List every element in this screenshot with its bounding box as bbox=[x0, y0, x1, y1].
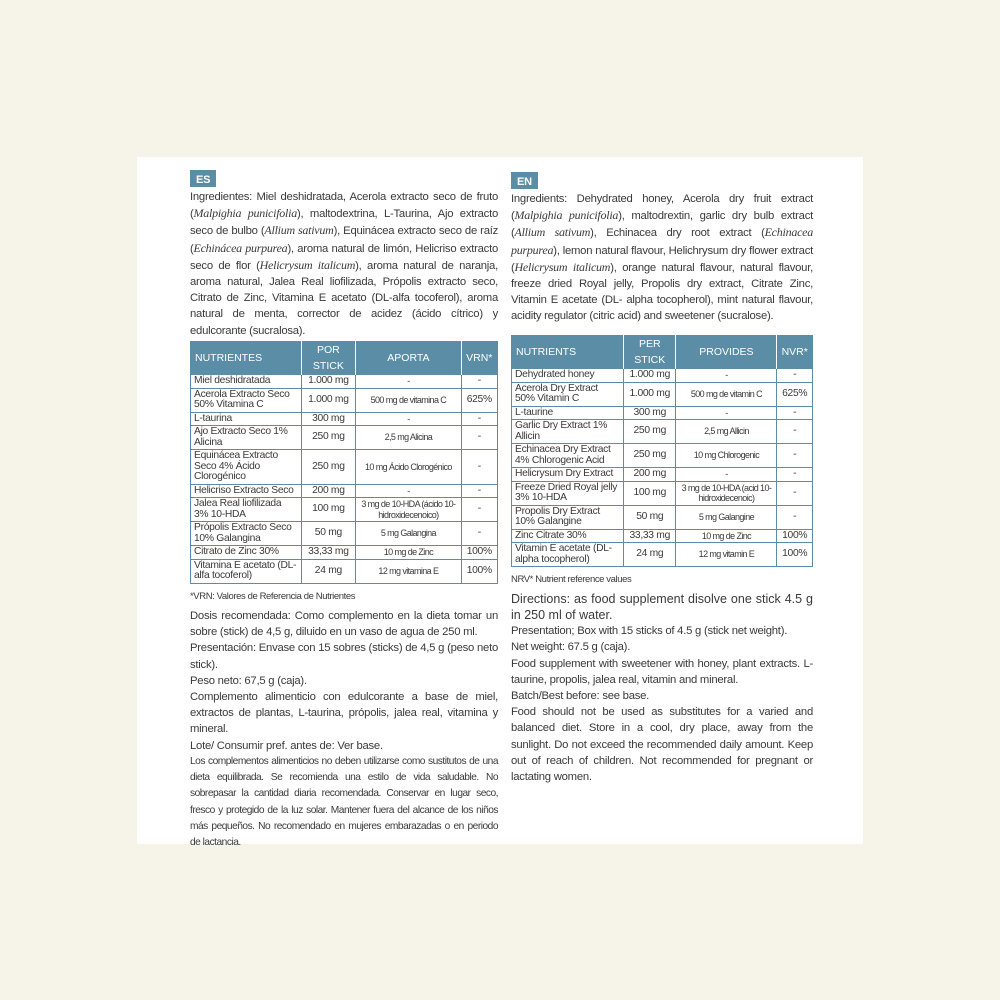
table-header: PROVIDES bbox=[676, 335, 777, 368]
table-cell: 250 mg bbox=[624, 444, 676, 468]
table-cell: - bbox=[356, 375, 461, 389]
table-cell: 5 mg Galangina bbox=[356, 522, 461, 546]
warning-en: Food should not be used as substitutes for a varied and balanced diet. Store in a cool, dry place, away from the sunlight. Do not exceed the recommended daily amount. Keep out of reach of children. Not recommended for pregnant or lactating women. bbox=[511, 706, 813, 784]
table-cell: - bbox=[461, 498, 497, 522]
table-cell: Jalea Real liofilizada 3% 10-HDA bbox=[191, 498, 302, 522]
table-cell: 1.000 mg bbox=[301, 388, 356, 412]
table-cell: 250 mg bbox=[301, 426, 356, 450]
table-cell: 500 mg de vitamin C bbox=[676, 382, 777, 406]
table-cell: Helicrysum Dry Extract bbox=[512, 468, 624, 482]
table-row bbox=[512, 406, 813, 420]
table-header: NUTRIENTS bbox=[512, 335, 624, 368]
table-cell: 200 mg bbox=[301, 484, 356, 498]
table-cell: 3 mg de 10-HDA (acid 10-hidroxidecenoic) bbox=[676, 481, 777, 505]
table-cell: - bbox=[461, 522, 497, 546]
table-cell: 10 mg de Zinc bbox=[676, 529, 777, 543]
table-cell: 100 mg bbox=[624, 481, 676, 505]
table-row bbox=[191, 559, 498, 583]
table-row bbox=[191, 450, 498, 485]
table-cell: 33,33 mg bbox=[624, 529, 676, 543]
table-row bbox=[191, 522, 498, 546]
table-cell: - bbox=[777, 444, 813, 468]
table-cell: 10 mg de Zinc bbox=[356, 546, 461, 560]
table-cell: 250 mg bbox=[301, 450, 356, 485]
description-en: Food supplement with sweetener with honey, plant extracts. L-taurine, propolis, jalea real, vitamin and mineral. bbox=[511, 657, 813, 686]
table-cell: 12 mg vitamina E bbox=[356, 559, 461, 583]
table-header: PER STICK bbox=[624, 335, 676, 368]
table-cell: Acerola Extracto Seco 50% Vitamina C bbox=[191, 388, 302, 412]
table-cell: 10 mg Ácido Clorogénico bbox=[356, 450, 461, 485]
table-cell: 10 mg Chlorogenic bbox=[676, 444, 777, 468]
table-cell: - bbox=[461, 450, 497, 485]
table-cell: Citrato de Zinc 30% bbox=[191, 546, 302, 560]
table-cell: Freeze Dried Royal jelly 3% 10-HDA bbox=[512, 481, 624, 505]
table-row bbox=[191, 498, 498, 522]
table-header: VRN* bbox=[461, 341, 497, 374]
table-cell: 100% bbox=[461, 546, 497, 560]
table-cell: 1.000 mg bbox=[301, 375, 356, 389]
table-cell: - bbox=[461, 426, 497, 450]
table-row bbox=[512, 529, 813, 543]
table-cell: Vitamina E acetato (DL-alfa tocoferol) bbox=[191, 559, 302, 583]
table-cell: Vitamin E acetate (DL-alpha tocopherol) bbox=[512, 543, 624, 567]
dose-es: Dosis recomendada: Como complemento en la dieta tomar un sobre (stick) de 4,5 g, diluido en un vaso de agua de 250 ml. bbox=[190, 609, 498, 639]
table-cell: Miel deshidratada bbox=[191, 375, 302, 389]
table-cell: - bbox=[777, 406, 813, 420]
table-cell: Própolis Extracto Seco 10% Galangina bbox=[191, 522, 302, 546]
table-cell: - bbox=[356, 484, 461, 498]
table-cell: - bbox=[461, 412, 497, 426]
footnote-en: NRV* Nutrient reference values bbox=[511, 574, 632, 586]
presentation-en: Presentation; Box with 15 sticks of 4.5 g (stick net weight). bbox=[511, 625, 788, 638]
table-cell: 100 mg bbox=[301, 498, 356, 522]
table-cell: Acerola Dry Extract 50% Vitamin C bbox=[512, 382, 624, 406]
ingredients-es: Ingredientes: Miel deshidratada, Acerola extracto seco de fruto (Malpighia punicifolia), maltodextrina, L-Taurina, Ajo extracto seco de bulbo (Allium sativum), Equináceа extracto seco de raíz (Echinácea purpurea), aroma natural de limón, Helicriso extracto seco de flor (Helicrysum italicum), aroma natural de naranja, aroma natural, Jalea Real liofilizada, Própolis extracto seco, Citrato de Zinc, Vitamina E acetato (DL-alfa tocoferol), aroma natural de menta, corrector de acidez (ácido cítrico) y edulcorante (sucralosa). bbox=[190, 191, 499, 337]
table-cell: 100% bbox=[777, 529, 813, 543]
spanish-column bbox=[190, 170, 498, 852]
table-cell: - bbox=[676, 406, 777, 420]
nutrition-table-en bbox=[511, 335, 813, 567]
table-cell: 625% bbox=[777, 382, 813, 406]
table-cell: 100% bbox=[777, 543, 813, 567]
ingredients-en: Ingredients: Dehydrated honey, Acerola dry fruit extract (Malpighia punicifolia), maltodrextin, garlic dry bulb extract (Allium sativum), Echinacea dry root extract (Echinacea purpurea), lemon natural flavour, Helichrysum dry flower extract (Helicrysum italicum), orange natural flavour, natural flavour, freeze dried Royal jelly, Propolis dry extract, Citrate Zinc, Vitamin E acetate (DL- alpha tocopherol), mint natural flavour, acidity regulator (citric acid) and sweetener (sucralose). bbox=[511, 193, 813, 323]
batch-en: Batch/Best before: see base. bbox=[511, 690, 650, 703]
lang-badge-es: ES bbox=[190, 170, 216, 187]
table-cell: 300 mg bbox=[301, 412, 356, 426]
table-row bbox=[191, 426, 498, 450]
footnote-es: *VRN: Valores de Referencia de Nutrientes bbox=[190, 590, 356, 602]
table-cell: - bbox=[676, 468, 777, 482]
table-cell: 300 mg bbox=[624, 406, 676, 420]
table-row bbox=[512, 444, 813, 468]
table-cell: - bbox=[777, 481, 813, 505]
table-cell: 5 mg Galangine bbox=[676, 505, 777, 529]
table-cell: 200 mg bbox=[624, 468, 676, 482]
table-cell: - bbox=[461, 375, 497, 389]
table-cell: - bbox=[777, 420, 813, 444]
table-header: NUTRIENTES bbox=[191, 341, 302, 374]
table-cell: 1.000 mg bbox=[624, 369, 676, 383]
table-cell: 24 mg bbox=[301, 559, 356, 583]
table-header: APORTA bbox=[356, 341, 461, 374]
table-header: POR STICK bbox=[301, 341, 356, 374]
english-column bbox=[511, 172, 813, 785]
table-cell: - bbox=[777, 468, 813, 482]
table-cell: 2,5 mg Allicin bbox=[676, 420, 777, 444]
table-row bbox=[512, 420, 813, 444]
table-cell: Dehydrated honey bbox=[512, 369, 624, 383]
table-row bbox=[191, 484, 498, 498]
table-row bbox=[512, 505, 813, 529]
table-cell: - bbox=[461, 484, 497, 498]
table-row bbox=[191, 388, 498, 412]
warning-es: Los complementos alimenticios no deben utilizarse como sustitutos de una dieta equilibrada. Se recomienda una estilo de vida saludable. No sobrepasar la cantidad diaria recomendada. Conservar en lugar seco, fresco y protegido de la luz solar. Mantener fuera del alcance de los niños más pequeños. No recomendado en mujeres embarazadas o en periodo de lactancia. bbox=[190, 755, 498, 849]
table-row bbox=[512, 468, 813, 482]
table-cell: Zinc Citrate 30% bbox=[512, 529, 624, 543]
table-cell: 100% bbox=[461, 559, 497, 583]
nutrition-table-es bbox=[190, 341, 498, 584]
table-row bbox=[512, 382, 813, 406]
table-cell: 50 mg bbox=[301, 522, 356, 546]
net-weight-es: Peso neto: 67,5 g (caja). bbox=[190, 674, 307, 687]
table-cell: 3 mg de 10-HDA (ácido 10-hidroxidecenoico) bbox=[356, 498, 461, 522]
table-cell: L-taurina bbox=[191, 412, 302, 426]
table-row bbox=[512, 481, 813, 505]
table-cell: 50 mg bbox=[624, 505, 676, 529]
presentation-es: Presentación: Envase con 15 sobres (sticks) de 4,5 g (peso neto stick). bbox=[190, 642, 498, 671]
directions-en: Directions: as food supplement disolve one stick 4.5 g in 250 ml of water. bbox=[511, 592, 813, 623]
table-cell: Equinácea Extracto Seco 4% Ácido Clorogénico bbox=[191, 450, 302, 485]
table-cell: - bbox=[356, 412, 461, 426]
table-cell: L-taurine bbox=[512, 406, 624, 420]
table-cell: 12 mg vitamin E bbox=[676, 543, 777, 567]
table-cell: - bbox=[676, 369, 777, 383]
batch-es: Lote/ Consumir pref. antes de: Ver base. bbox=[190, 739, 383, 752]
table-cell: 2,5 mg Alicina bbox=[356, 426, 461, 450]
table-cell: 24 mg bbox=[624, 543, 676, 567]
net-weight-en: Net weight: 67.5 g (caja). bbox=[511, 641, 631, 654]
table-cell: Echinacea Dry Extract 4% Chlorogenic Acid bbox=[512, 444, 624, 468]
table-cell: - bbox=[777, 369, 813, 383]
table-cell: Ajo Extracto Seco 1% Alicina bbox=[191, 426, 302, 450]
table-cell: 33,33 mg bbox=[301, 546, 356, 560]
table-header: NVR* bbox=[777, 335, 813, 368]
table-cell: Propolis Dry Extract 10% Galangine bbox=[512, 505, 624, 529]
table-row bbox=[191, 375, 498, 389]
table-cell: 500 mg de vitamina C bbox=[356, 388, 461, 412]
table-cell: Helicriso Extracto Seco bbox=[191, 484, 302, 498]
lang-badge-en: EN bbox=[511, 172, 538, 189]
table-row bbox=[512, 543, 813, 567]
description-es: Complemento alimenticio con edulcorante a base de miel, extractos de plantas, L-taurina, própolis, jalea real, vitamina y mineral. bbox=[190, 690, 498, 736]
table-cell: 625% bbox=[461, 388, 497, 412]
table-row bbox=[512, 369, 813, 383]
table-row bbox=[191, 546, 498, 560]
table-cell: 250 mg bbox=[624, 420, 676, 444]
table-row bbox=[191, 412, 498, 426]
table-cell: Garlic Dry Extract 1% Allicin bbox=[512, 420, 624, 444]
table-cell: - bbox=[777, 505, 813, 529]
table-cell: 1.000 mg bbox=[624, 382, 676, 406]
